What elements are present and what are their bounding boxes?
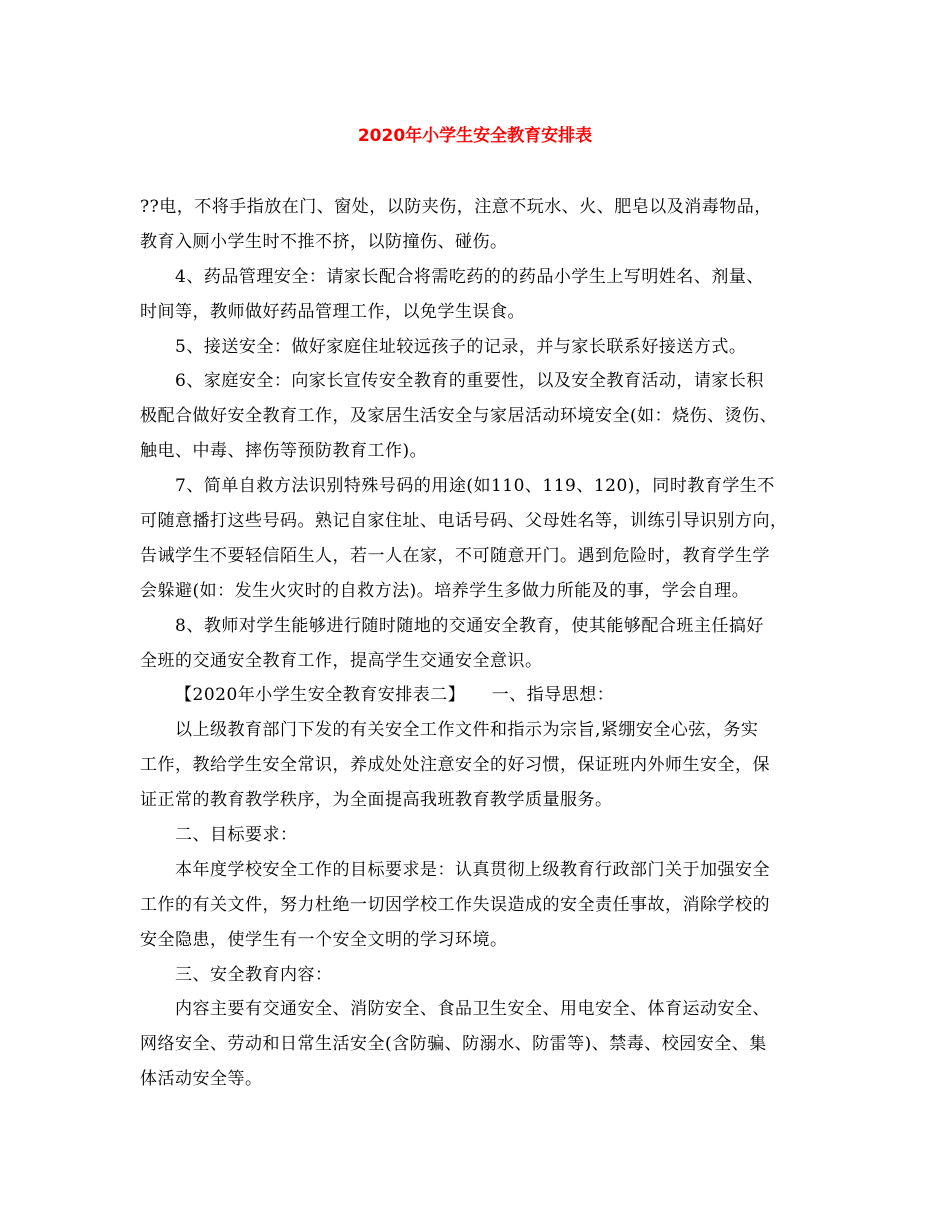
text-line: 本年度学校安全工作的目标要求是：认真贯彻上级教育行政部门关于加强安全 [175,859,770,880]
text-line: 7、简单自救方法识别特殊号码的用途(如110、119、120)，同时教育学生不 [175,476,775,497]
text-line: 三、安全教育内容： [175,964,333,985]
text-line: 时间等，教师做好药品管理工作，以免学生误食。 [140,301,525,322]
document-body [140,190,815,1097]
text-line: 网络安全、劳动和日常生活安全(含防骗、防溺水、防雷等)、禁毒、校园安全、集 [140,1034,767,1055]
text-line: 二、目标要求： [175,825,298,846]
text-line: 极配合做好安全教育工作，及家居生活安全与家居活动环境安全(如：烧伤、烫伤、 [140,406,778,427]
text-line: 全班的交通安全教育工作，提高学生交通安全意识。 [140,650,543,671]
text-line: 体活动安全等。 [140,1069,263,1090]
text-line: ??电，不将手指放在门、窗处，以防夹伤，注意不玩水、火、肥皂以及消毒物品， [140,197,772,217]
text-line: 内容主要有交通安全、消防安全、食品卫生安全、用电安全、体育运动安全、 [175,999,770,1020]
text-line: 安全隐患，使学生有一个安全文明的学习环境。 [140,929,508,950]
text-line: 工作的有关文件，努力杜绝一切因学校工作失误造成的安全责任事故，消除学校的 [140,894,770,915]
text-line: 8、教师对学生能够进行随时随地的交通安全教育，使其能够配合班主任搞好 [175,615,764,636]
text-line: 会躲避(如：发生火灾时的自救方法)。培养学生多做力所能及的事，学会自理。 [140,580,750,601]
text-line: 6、家庭安全：向家长宣传安全教育的重要性，以及安全教育活动，请家长积 [175,371,764,392]
text-line: 可随意播打这些号码。熟记自家住址、电话号码、父母姓名等，训练引导识别方向， [140,511,788,532]
text-line: 工作，教给学生安全常识，养成处处注意安全的好习惯，保证班内外师生安全，保 [140,755,770,776]
text-line: 5、接送安全：做好家庭住址较远孩子的记录，并与家长联系好接送方式。 [175,336,747,357]
text-line: 4、药品管理安全：请家长配合将需吃药的的药品小学生上写明姓名、剂量、 [175,266,764,287]
text-line: 教育入厕小学生时不推不挤，以防撞伤、碰伤。 [140,231,508,252]
text-line: 告诫学生不要轻信陌生人，若一人在家，不可随意开门。遇到危险时，教育学生学 [140,545,770,566]
document-title: 2020年小学生安全教育安排表 [357,126,593,146]
text-line: 以上级教育部门下发的有关安全工作文件和指示为宗旨,紧绷安全心弦，务实 [175,720,759,741]
text-line: 触电、中毒、摔伤等预防教育工作)。 [140,441,428,462]
text-line: 证正常的教育教学秩序，为全面提高我班教育教学质量服务。 [140,790,613,811]
text-line: 【2020年小学生安全教育安排表二】 一、指导思想： [175,685,615,706]
